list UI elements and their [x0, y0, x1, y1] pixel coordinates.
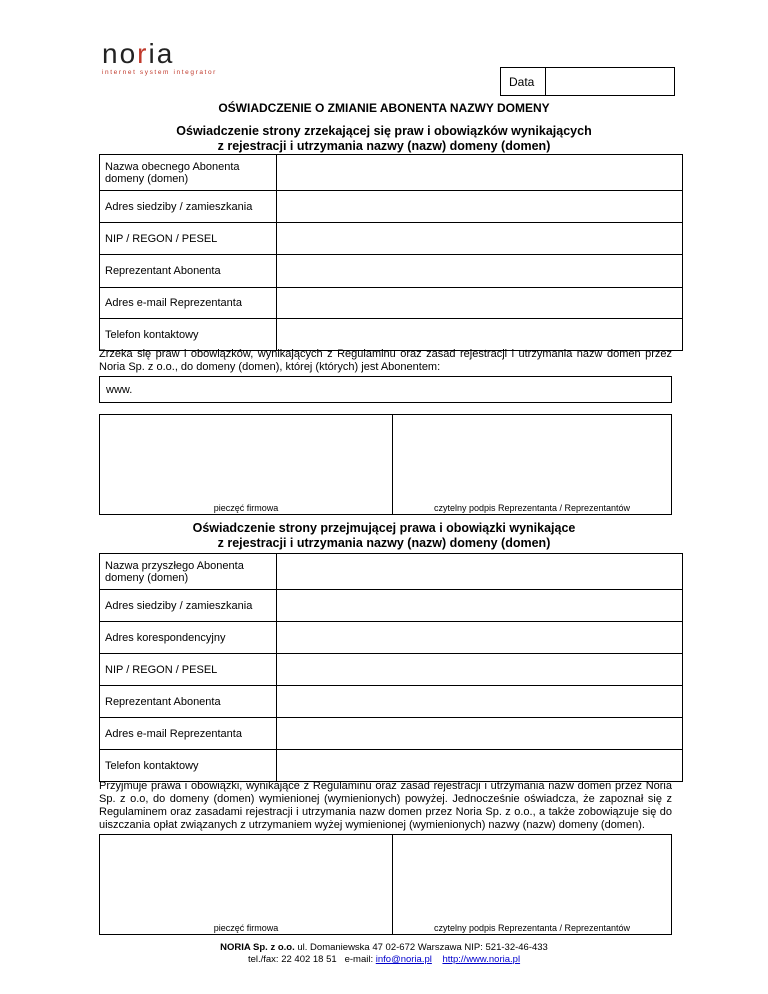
domain-field[interactable]: www.: [99, 376, 672, 403]
footer-email-label: e-mail:: [344, 954, 374, 965]
table-row: [100, 191, 683, 223]
logo-wordmark: noria: [102, 38, 175, 69]
table-row: [100, 622, 683, 654]
new-subscriber-table: [99, 553, 683, 782]
field-value[interactable]: [277, 155, 683, 191]
date-field[interactable]: [546, 68, 674, 95]
footer-address: ul. Domaniewska 47 02-672 Warszawa NIP: 521-32-46-433: [297, 942, 548, 953]
table-row: [100, 288, 683, 319]
current-subscriber-table: [99, 154, 683, 351]
table-row: [100, 255, 683, 288]
waiver-paragraph: Zrzeka się praw i obowiązków, wynikających z Regulaminu oraz zasad rejestracji i utrzymania nazw domen przez Noria Sp. z o.o., do domeny (domen), której (których) jest Abonentem:: [99, 348, 672, 373]
footer-company: NORIA Sp. z o.o.: [220, 942, 295, 953]
field-value[interactable]: [277, 319, 683, 351]
footer-website-link[interactable]: http://www.noria.pl: [442, 954, 521, 965]
table-row: [100, 590, 683, 622]
table-row: [100, 686, 683, 718]
stamp-area[interactable]: [100, 415, 393, 514]
field-label: NIP / REGON / PESEL: [100, 654, 277, 686]
signature-block-2: [99, 834, 672, 935]
field-value[interactable]: [277, 191, 683, 223]
field-value[interactable]: [277, 750, 683, 782]
table-row: [100, 554, 683, 590]
signature-area[interactable]: [393, 835, 671, 934]
field-value[interactable]: [277, 223, 683, 255]
section1-heading: Oświadczenie strony zrzekającej się praw i obowiązków wynikających z rejestracji i utrzymania nazwy (nazw) domeny (domen): [176, 124, 592, 153]
company-logo: [102, 38, 217, 80]
logo-tagline: internet system integrator: [102, 69, 217, 76]
table-row: [100, 654, 683, 686]
table-row: [100, 750, 683, 782]
field-value[interactable]: [277, 654, 683, 686]
field-value[interactable]: [277, 718, 683, 750]
document-title: OŚWIADCZENIE O ZMIANIE ABONENTA NAZWY DOMENY: [218, 101, 550, 115]
signature-area[interactable]: [393, 415, 671, 514]
stamp-caption: pieczęć firmowa: [213, 923, 279, 933]
field-value[interactable]: [277, 554, 683, 590]
field-label: Adres e-mail Reprezentanta: [100, 718, 277, 750]
date-label: Data: [501, 68, 546, 95]
footer-email-link[interactable]: info@noria.pl: [375, 954, 432, 965]
page-footer: [0, 942, 768, 966]
table-row: [100, 718, 683, 750]
field-label: Reprezentant Abonenta: [100, 686, 277, 718]
table-row: [100, 223, 683, 255]
field-value[interactable]: [277, 255, 683, 288]
date-box: [500, 67, 675, 96]
field-label: Nazwa przyszłego Abonenta domeny (domen): [100, 554, 277, 590]
signature-block-1: [99, 414, 672, 515]
table-row: [100, 319, 683, 351]
field-value[interactable]: [277, 590, 683, 622]
field-label: Adres e-mail Reprezentanta: [100, 288, 277, 319]
stamp-caption: pieczęć firmowa: [213, 503, 279, 513]
field-label: Adres korespondencyjny: [100, 622, 277, 654]
field-label: Nazwa obecnego Abonenta domeny (domen): [100, 155, 277, 191]
field-value[interactable]: [277, 622, 683, 654]
section2-heading: Oświadczenie strony przejmującej prawa i obowiązki wynikające z rejestracji i utrzymania nazwy (nazw) domeny (domen): [192, 521, 576, 550]
field-label: Adres siedziby / zamieszkania: [100, 191, 277, 223]
signature-caption: czytelny podpis Reprezentanta / Reprezentantów: [433, 503, 631, 513]
field-value[interactable]: [277, 686, 683, 718]
field-value[interactable]: [277, 288, 683, 319]
signature-caption: czytelny podpis Reprezentanta / Reprezentantów: [433, 923, 631, 933]
stamp-area[interactable]: [100, 835, 393, 934]
field-label: Adres siedziby / zamieszkania: [100, 590, 277, 622]
field-label: NIP / REGON / PESEL: [100, 223, 277, 255]
field-label: Telefon kontaktowy: [100, 319, 277, 351]
acceptance-paragraph: Przyjmuje prawa i obowiązki, wynikające z Regulaminu oraz zasad rejestracji i utrzymania nazw domen przez Noria Sp. z o.o, do domeny (domen) wymienionej (wymienionych) powyżej. Jednocześnie oświadcza, że zapoznał się z Regulaminem oraz zasadami rejestracji i utrzymania nazw domen przez Noria Sp. z o.o., a także zobowiązuje się do uiszczania opłat związanych z utrzymaniem wyżej wymienionej (wymienionych) nazwy (nazw) domeny (domen).: [99, 780, 672, 831]
table-row: [100, 155, 683, 191]
field-label: Telefon kontaktowy: [100, 750, 277, 782]
footer-phone: tel./fax: 22 402 18 51: [247, 954, 337, 965]
field-label: Reprezentant Abonenta: [100, 255, 277, 288]
